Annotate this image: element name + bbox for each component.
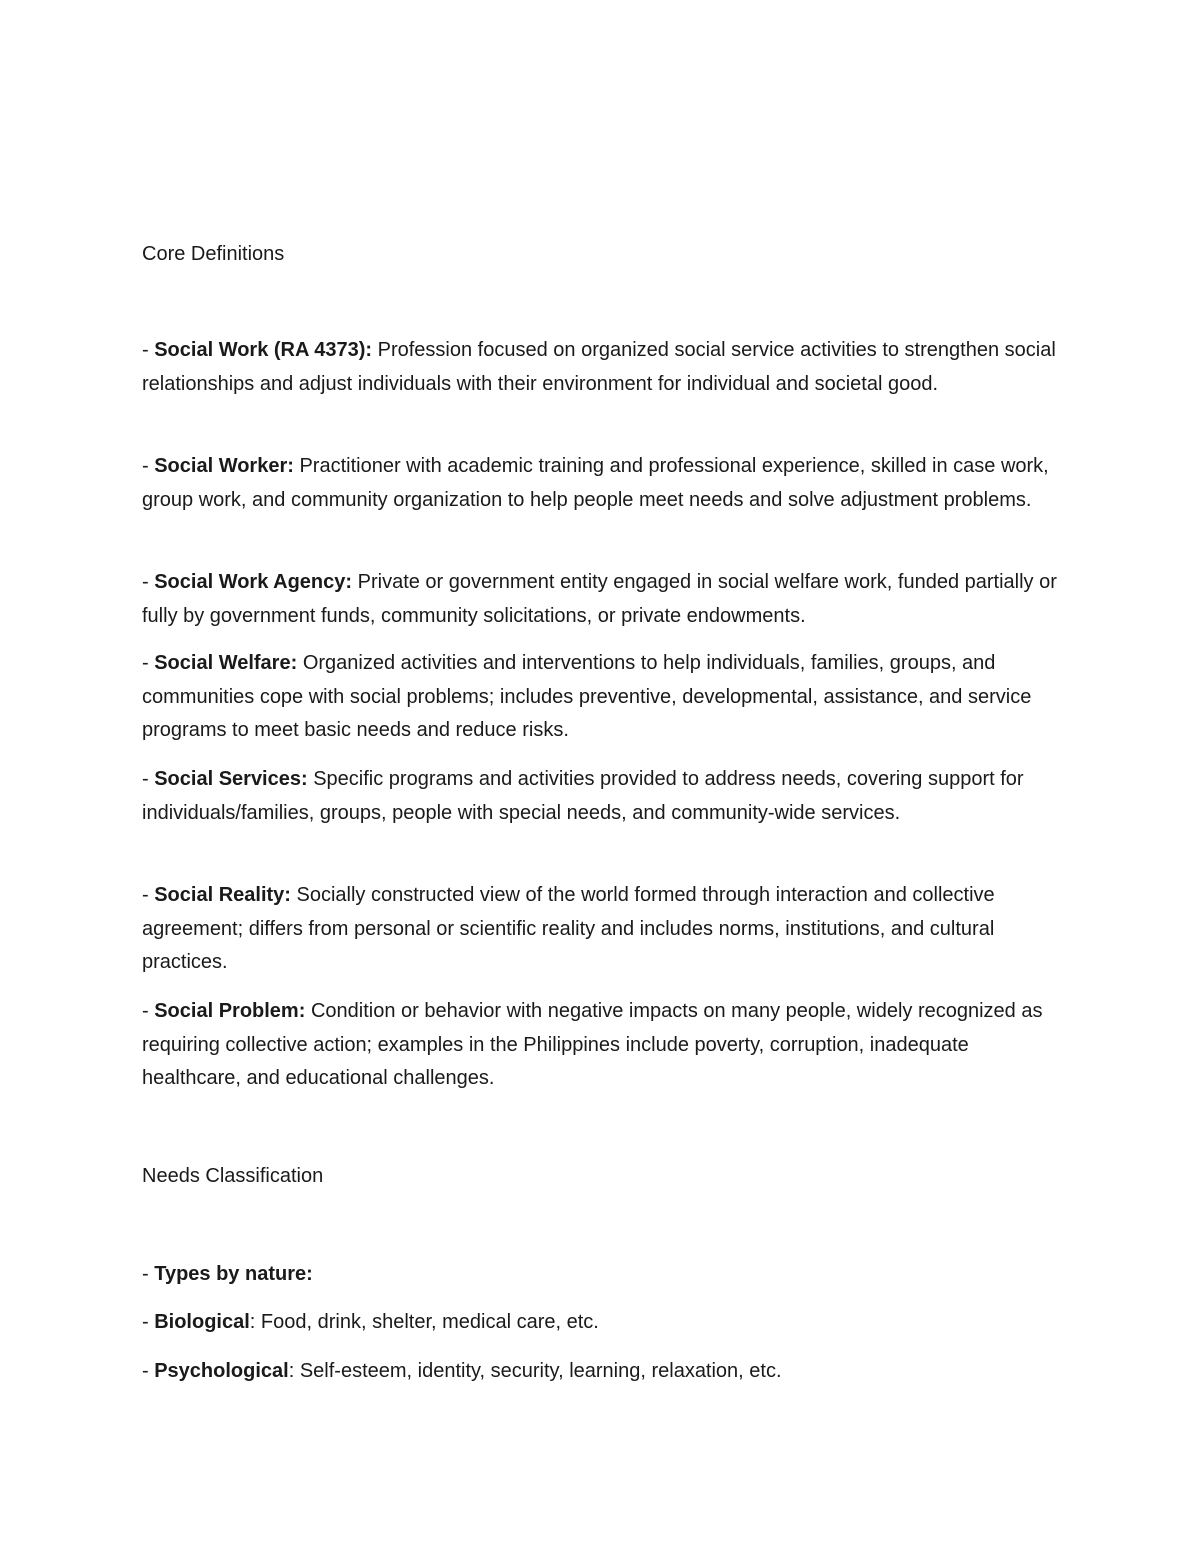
definition-term: Social Work Agency:: [154, 571, 353, 593]
definition-text: Specific programs and activities provided to address needs, covering support for individuals/families, groups, people with special needs, and community-wide services.: [142, 768, 1024, 824]
definition-text: Condition or behavior with negative impacts on many people, widely recognized as requiring collective action; examples in the Philippines include poverty, corruption, inadequate healthcare, and educational challenges.: [142, 1000, 1043, 1089]
needs-text: : Food, drink, shelter, medical care, etc.: [249, 1311, 599, 1333]
needs-term: Biological: [154, 1311, 250, 1333]
needs-text: : Self-esteem, identity, security, learning, relaxation, etc.: [288, 1360, 782, 1382]
needs-term: Types by nature:: [154, 1263, 313, 1285]
needs-types-by-nature: - Types by nature:: [142, 1263, 313, 1285]
definition-social-worker: - Social Worker: Practitioner with academic training and professional experience, skilled in case work, group work, and community organization to help people meet needs and solve adjustment problems.: [142, 455, 1049, 511]
needs-biological: - Biological: Food, drink, shelter, medical care, etc.: [142, 1311, 599, 1333]
definition-text: Private or government entity engaged in social welfare work, funded partially or fully by government funds, community solicitations, or private endowments.: [142, 571, 1057, 627]
needs-psychological: - Psychological: Self-esteem, identity, security, learning, relaxation, etc.: [142, 1360, 782, 1382]
definition-social-services: - Social Services: Specific programs and activities provided to address needs, covering support for individuals/families, groups, people with special needs, and community-wide services.: [142, 768, 1024, 824]
definition-social-welfare: - Social Welfare: Organized activities and interventions to help individuals, families, groups, and communities cope with social problems; includes preventive, developmental, assistance, and service programs to meet basic needs and reduce risks.: [142, 652, 1032, 741]
definition-text: Organized activities and interventions to help individuals, families, groups, and communities cope with social problems; includes preventive, developmental, assistance, and service programs to meet basic needs and reduce risks.: [142, 652, 1032, 741]
definition-term: Social Services:: [154, 768, 308, 790]
definition-social-work-agency: - Social Work Agency: Private or government entity engaged in social welfare work, funded partially or fully by government funds, community solicitations, or private endowments.: [142, 571, 1057, 627]
definition-text: Socially constructed view of the world formed through interaction and collective agreement; differs from personal or scientific reality and includes norms, institutions, and cultural practices.: [142, 884, 995, 973]
section-title-core-definitions: Core Definitions: [142, 243, 285, 265]
definition-social-problem: - Social Problem: Condition or behavior with negative impacts on many people, widely recognized as requiring collective action; examples in the Philippines include poverty, corruption, inadequate healthcare, and educational challenges.: [142, 1000, 1043, 1089]
definition-term: Social Problem:: [154, 1000, 306, 1022]
definition-social-work: - Social Work (RA 4373): Profession focused on organized social service activities to strengthen social relationships and adjust individuals with their environment for individual and societal good.: [142, 339, 1056, 395]
definition-text: Practitioner with academic training and professional experience, skilled in case work, group work, and community organization to help people meet needs and solve adjustment problems.: [142, 455, 1049, 511]
definition-term: Social Worker:: [154, 455, 294, 477]
definition-term: Social Work (RA 4373):: [154, 339, 373, 361]
needs-term: Psychological: [154, 1360, 289, 1382]
definition-term: Social Reality:: [154, 884, 291, 906]
definition-social-reality: - Social Reality: Socially constructed view of the world formed through interaction and collective agreement; differs from personal or scientific reality and includes norms, institutions, and cultural practices.: [142, 884, 995, 973]
definition-term: Social Welfare:: [154, 652, 298, 674]
section-title-needs-classification: Needs Classification: [142, 1165, 324, 1187]
definition-text: Profession focused on organized social service activities to strengthen social relationships and adjust individuals with their environment for individual and societal good.: [142, 339, 1056, 395]
